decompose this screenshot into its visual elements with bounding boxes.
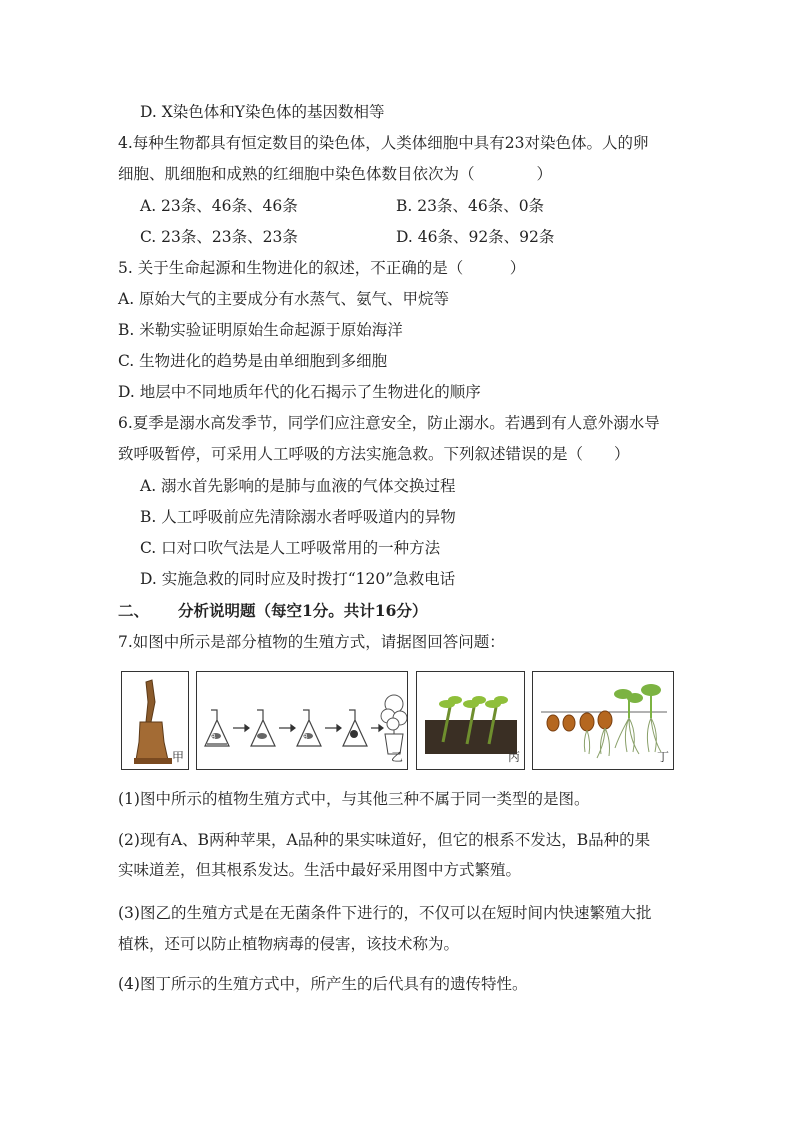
q4-option-b: B. 23条、46条、0条 bbox=[396, 197, 545, 215]
q6-option-a: A. 溺水首先影响的是肺与血液的气体交换过程 bbox=[140, 477, 456, 495]
q6-option-b: B. 人工呼吸前应先清除溺水者呼吸道内的异物 bbox=[140, 508, 456, 526]
q7-sub2-line1: (2)现有A、B两种苹果，A品种的果实味道好，但它的根系不发达，B品种的果 bbox=[118, 831, 651, 849]
q4-stem-line2: 细胞、肌细胞和成熟的红细胞中染色体数目依次为（ ） bbox=[118, 165, 553, 183]
q6-stem-line2: 致呼吸暂停，可采用人工呼吸的方法实施急救。下列叙述错误的是（ ） bbox=[118, 445, 630, 463]
q5-option-a: A. 原始大气的主要成分有水蒸气、氨气、甲烷等 bbox=[118, 290, 450, 308]
q7-sub3-line2: 植株，还可以防止植物病毒的侵害，该技术称为。 bbox=[118, 935, 460, 953]
figure-label-jia: 甲 bbox=[171, 750, 184, 764]
q4-option-d: D. 46条、92条、92条 bbox=[396, 228, 555, 246]
figure-yi-tissue-culture bbox=[196, 671, 408, 770]
q4-option-c: C. 23条、23条、23条 bbox=[140, 228, 298, 246]
q7-sub4: (4)图丁所示的生殖方式中，所产生的后代具有的遗传特性。 bbox=[118, 975, 528, 993]
figure-label-ding: 丁 bbox=[656, 750, 669, 764]
q4-option-a: A. 23条、46条、46条 bbox=[140, 197, 298, 215]
figure-ding-seeds bbox=[532, 671, 674, 770]
tissue-culture-illustration bbox=[197, 672, 407, 769]
q5-option-b: B. 米勒实验证明原始生命起源于原始海洋 bbox=[118, 321, 403, 339]
q6-option-d: D. 实施急救的同时应及时拨打“120”急救电话 bbox=[140, 570, 456, 588]
figure-label-bing: 丙 bbox=[507, 750, 520, 764]
seed-germination-illustration bbox=[533, 672, 673, 769]
q4-stem-line1: 4.每种生物都具有恒定数目的染色体，人类体细胞中具有23对染色体。人的卵 bbox=[118, 134, 649, 152]
q7-sub2-line2: 实味道差，但其根系发达。生活中最好采用图中方式繁殖。 bbox=[118, 861, 522, 879]
flask-label-1: B bbox=[211, 734, 216, 741]
figure-bing-cuttings bbox=[416, 671, 525, 770]
section2-title: 分析说明题（每空1分。共计16分） bbox=[178, 601, 428, 620]
q5-option-c: C. 生物进化的趋势是由单细胞到多细胞 bbox=[118, 352, 388, 370]
q7-sub1: (1)图中所示的植物生殖方式中，与其他三种不属于同一类型的是图。 bbox=[118, 790, 590, 808]
figure-jia-grafting bbox=[121, 671, 189, 770]
q6-stem-line1: 6.夏季是溺水高发季节，同学们应注意安全，防止溺水。若遇到有人意外溺水导 bbox=[118, 414, 660, 432]
q7-stem: 7.如图中所示是部分植物的生殖方式，请据图回答问题： bbox=[118, 633, 505, 651]
q5-stem: 5. 关于生命起源和生物进化的叙述，不正确的是（ ） bbox=[118, 259, 526, 277]
figure-label-yi: 乙 bbox=[390, 750, 403, 764]
flask-label-3: B bbox=[303, 734, 308, 741]
q7-sub3-line1: (3)图乙的生殖方式是在无菌条件下进行的，不仅可以在短时间内快速繁殖大批 bbox=[118, 904, 652, 922]
q5-option-d: D. 地层中不同地质年代的化石揭示了生物进化的顺序 bbox=[118, 383, 481, 401]
q3-option-d: D. X染色体和Y染色体的基因数相等 bbox=[140, 103, 385, 121]
q6-option-c: C. 口对口吹气法是人工呼吸常用的一种方法 bbox=[140, 539, 441, 557]
section2-number: 二、 bbox=[118, 601, 150, 620]
